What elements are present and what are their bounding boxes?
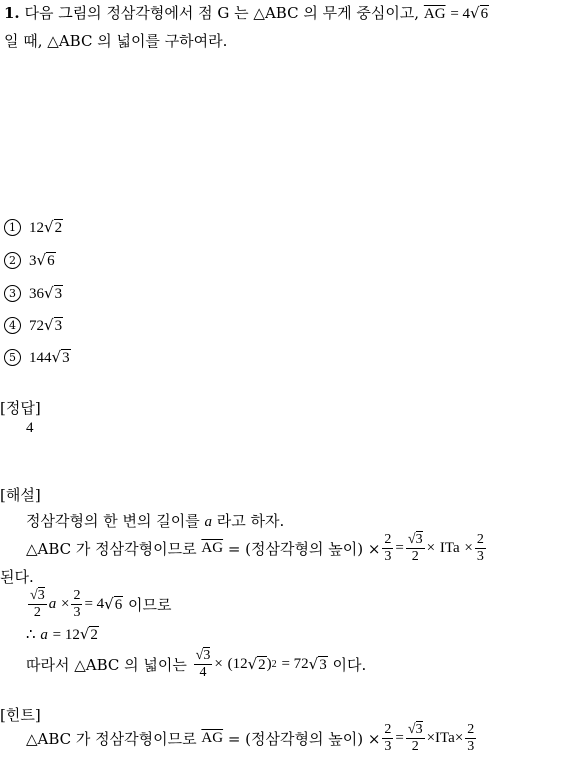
fraction: $\frac{2}{3}$: [73, 588, 81, 620]
choice-number: 5: [4, 349, 21, 366]
choice-2[interactable]: 2 3√6: [4, 251, 56, 270]
fraction: $\frac{√3}{2}$: [407, 532, 423, 564]
hint-header: [힌트]: [0, 706, 41, 724]
choice-4[interactable]: 4 72√3: [4, 316, 63, 335]
solution-line-5: ∴ a = 12√2: [26, 625, 98, 643]
solution-line-1: 정삼각형의 한 변의 길이를 a 라고 하자.: [26, 512, 285, 530]
question-line-2: 일 때, △ABC 의 넓이를 구하여라.: [4, 32, 228, 50]
choice-number: 1: [4, 219, 21, 236]
hint-line-1: △ABC 가 정삼각형이므로 $\overline{AG}$ = (정삼각형의 높이) × $\frac{2}{3}$ = $\frac{√3}{2}$ × ITa × $\frac{2}{3}$: [26, 722, 475, 754]
choice-number: 3: [4, 285, 21, 302]
fraction: $\frac{√3}{2}$: [30, 588, 45, 620]
fraction: $\frac{2}{3}$: [384, 722, 392, 754]
sqrt: √6: [470, 4, 489, 22]
solution-line-2: △ABC 가 정삼각형이므로 $\overline{AG}$ = (정삼각형의 높이) × $\frac{2}{3}$ = $\frac{√3}{2}$ × ITa × $\frac{2}{3}$: [26, 532, 484, 564]
fraction: $\frac{√3}{4}$: [195, 648, 211, 680]
choice-1[interactable]: 1 12√2: [4, 218, 63, 237]
fraction: $\frac{√3}{2}$: [407, 722, 423, 754]
question-number: 1.: [4, 4, 20, 22]
fraction: $\frac{2}{3}$: [476, 532, 484, 564]
choice-3[interactable]: 3 36√3: [4, 284, 63, 303]
choice-5[interactable]: 5 144√3: [4, 348, 71, 367]
answer-value: 4: [26, 420, 34, 436]
solution-line-6: 따라서 △ABC 의 넓이는 $\frac{√3}{4}$ × (12 √2 ) 2 = 72 √3 이다.: [26, 648, 367, 680]
question-line-1: 1. 다음 그림의 정삼각형에서 점 G 는 △ABC 의 무게 중심이고, $\overline{AG} = 4√6$: [4, 4, 489, 22]
solution-line-3: 된다.: [0, 568, 34, 586]
solution-line-4: $\frac{√3}{2}$ a × $\frac{2}{3}$ = 4 √6 이므로: [30, 588, 172, 620]
fraction: $\frac{2}{3}$: [467, 722, 475, 754]
solution-header: [해설]: [0, 486, 41, 504]
fraction: $\frac{2}{3}$: [384, 532, 392, 564]
answer-header: [정답]: [0, 399, 41, 417]
question-text: 다음 그림의 정삼각형에서 점 G 는 △ABC 의 무게 중심이고,: [24, 4, 420, 22]
choice-number: 2: [4, 252, 21, 269]
ag-segment: $\overline{AG}$: [423, 6, 446, 22]
choice-number: 4: [4, 317, 21, 334]
